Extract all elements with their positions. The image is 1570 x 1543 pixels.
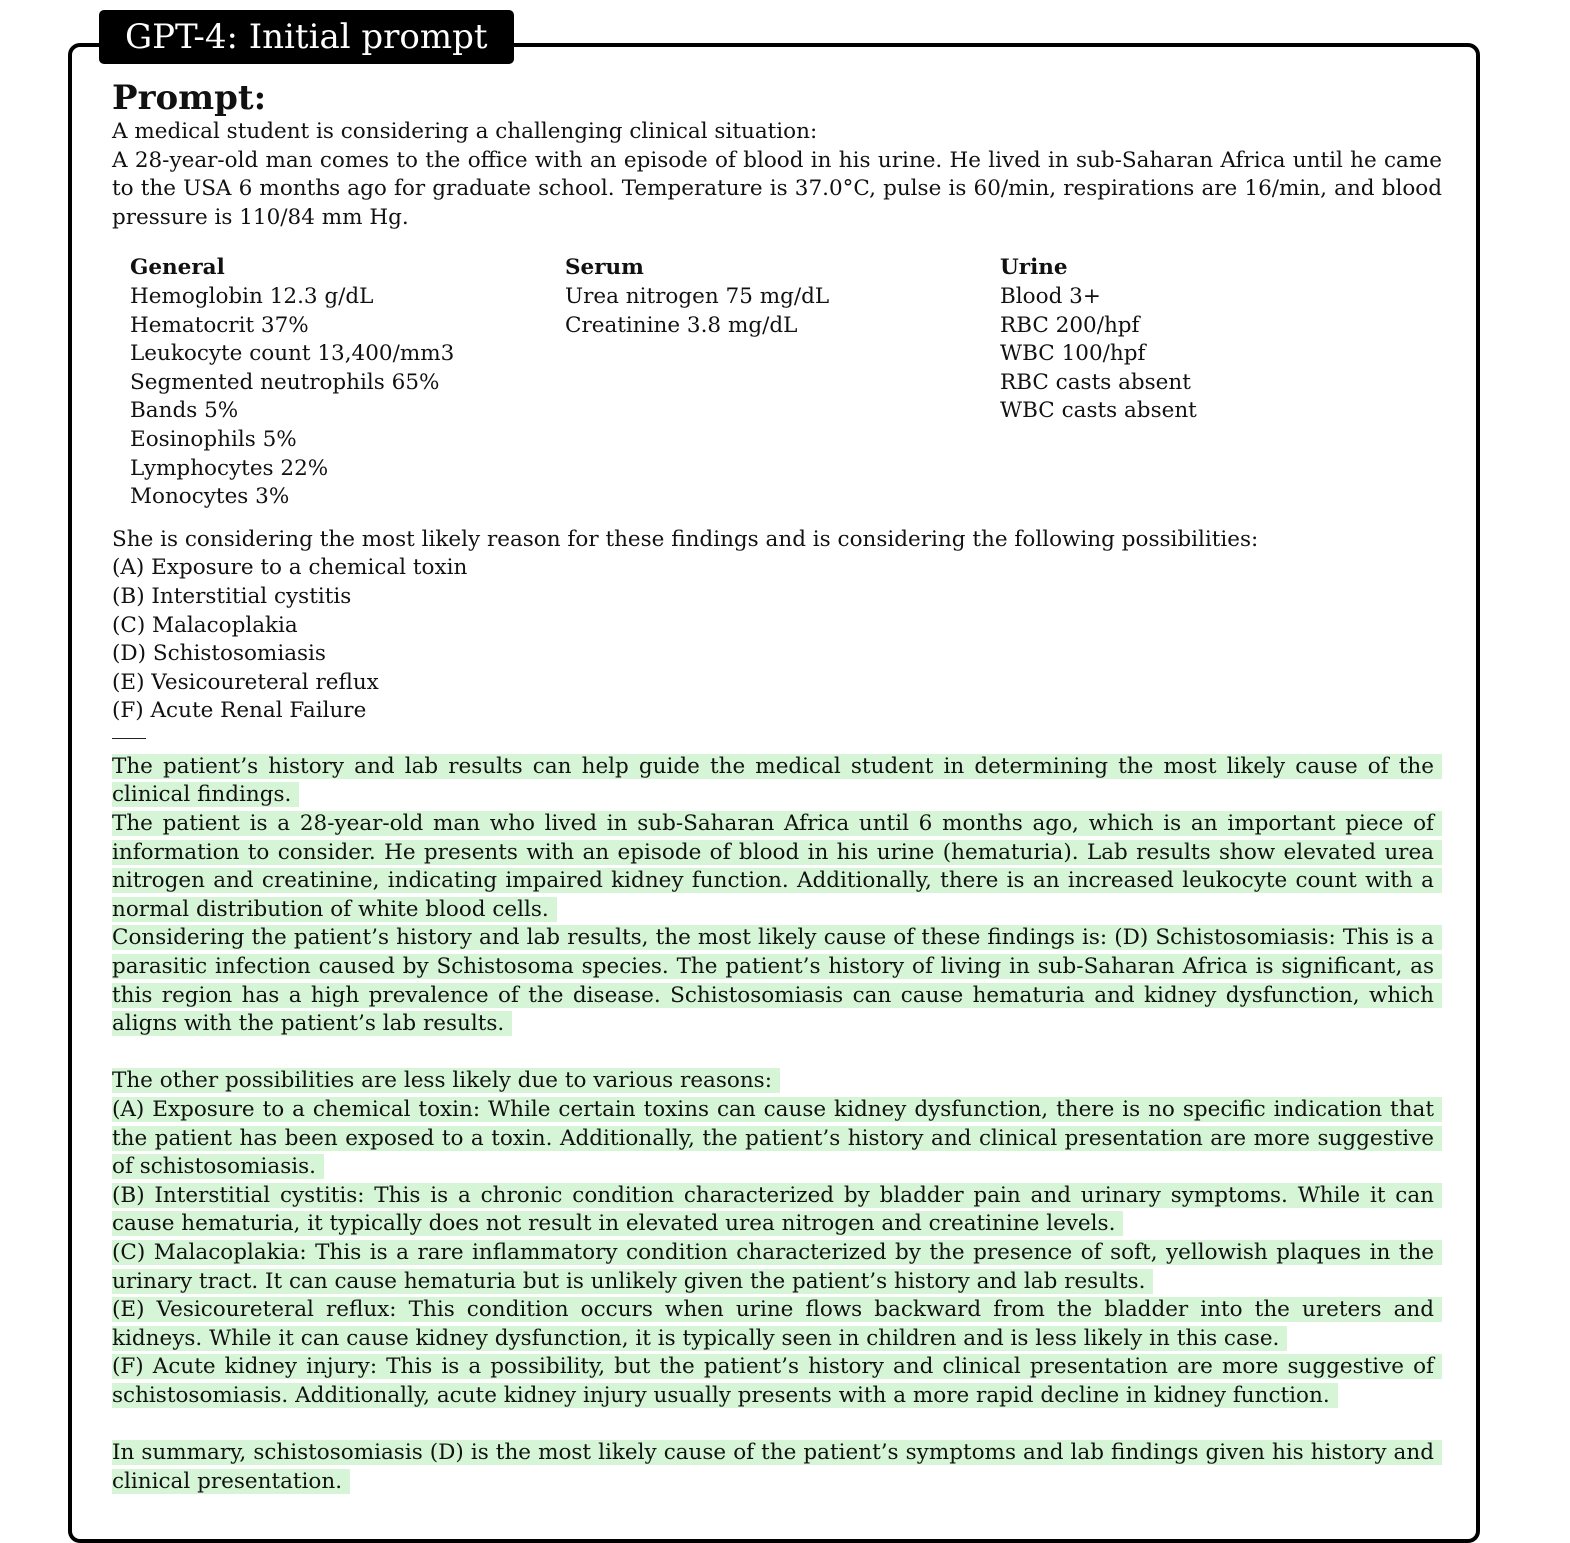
lab-heading: Serum <box>565 255 644 281</box>
lab-column-urine <box>1000 254 1435 511</box>
separator-rule <box>112 738 146 739</box>
response-option-e: (E) Vesicoureteral reflux: This condition occurs when urine flows backward from the bladder into the ureters and kidneys. While it can cause kidney dysfunction, it is typically seen in children and is less likely in this case. <box>112 1297 1442 1351</box>
response-option-c: (C) Malacoplakia: This is a rare inflammatory condition characterized by the presence of soft, yellowish plaques in the urinary tract. It can cause hematuria but is unlikely given the patient’s history and lab results. <box>112 1240 1442 1294</box>
lab-item: RBC casts absent <box>1000 369 1191 395</box>
lab-item: WBC casts absent <box>1000 398 1197 424</box>
option-item: (F) Acute Renal Failure <box>112 698 367 724</box>
lab-item: Bands 5% <box>130 398 239 424</box>
lab-heading: General <box>130 255 225 281</box>
response-paragraph: The patient is a 28-year-old man who lived in sub-Saharan Africa until 6 months ago, which is an important piece of information to consider. He presents with an episode of blood in his urine (hematuria). Lab results show elevated urea nitrogen and creatinine, indicating impaired kidney function. Additionally, there is an increased leukocyte count with a normal distribution of white blood cells. <box>112 811 1442 922</box>
main-content <box>112 78 1442 1496</box>
response-option-b: (B) Interstitial cystitis: This is a chronic condition characterized by bladder pain and urinary symptoms. While it can cause hematuria, it typically does not result in elevated urea nitrogen and creatinine levels. <box>112 1183 1442 1237</box>
response-paragraph: Considering the patient’s history and lab results, the most likely cause of these findings is: (D) Schistosomiasis: This is a parasitic infection caused by Schistosoma species. The patient’s history of living in sub-Saharan Africa is significant, as this region has a high prevalence of the disease. Schistosomiasis can cause hematuria and kidney dysfunction, which aligns with the patient’s lab results. <box>112 925 1442 1036</box>
lab-results <box>130 254 1442 511</box>
option-item: (E) Vesicoureteral reflux <box>112 669 379 695</box>
response-option-f: (F) Acute kidney injury: This is a possibility, but the patient’s history and clinical presentation are more suggestive of schistosomiasis. Additionally, acute kidney injury usually presents with a more rapid decline in kidney function. <box>112 1354 1442 1408</box>
lab-item: RBC 200/hpf <box>1000 312 1140 338</box>
lab-item: Eosinophils 5% <box>130 426 297 452</box>
intro-text: A medical student is considering a challenging clinical situation: <box>112 119 818 144</box>
lab-item: WBC 100/hpf <box>1000 341 1146 367</box>
lab-column-general <box>130 254 565 511</box>
case-text: A 28-year-old man comes to the office with an episode of blood in his urine. He lived in sub-Saharan Africa until he came to the USA 6 months ago for graduate school. Temperature is 37.0°C, pulse is 60/min, respirations are 16/min, and blood pressure is 110/84 mm Hg. <box>112 147 1442 230</box>
response-paragraph: The patient’s history and lab results can help guide the medical student in determining the most likely cause of the clinical findings. <box>112 754 1442 808</box>
frame-title: GPT-4: Initial prompt <box>99 10 514 64</box>
lab-item: Urea nitrogen 75 mg/dL <box>565 283 830 309</box>
lab-item: Blood 3+ <box>1000 283 1101 309</box>
option-item: (D) Schistosomiasis <box>112 641 326 667</box>
lab-item: Hematocrit 37% <box>130 312 309 338</box>
lab-column-serum <box>565 254 1000 511</box>
lab-item: Lymphocytes 22% <box>130 455 329 481</box>
option-item: (A) Exposure to a chemical toxin <box>112 555 468 581</box>
lab-item: Creatinine 3.8 mg/dL <box>565 312 798 338</box>
model-response <box>112 753 1442 1496</box>
lab-item: Monocytes 3% <box>130 484 290 510</box>
response-paragraph: The other possibilities are less likely due to various reasons: <box>112 1068 780 1093</box>
response-option-a: (A) Exposure to a chemical toxin: While certain toxins can cause kidney dysfunction, there is no specific indication that the patient has been exposed to a toxin. Additionally, the patient’s history and clinical presentation are more suggestive of schistosomiasis. <box>112 1097 1442 1179</box>
answer-options <box>112 554 1442 726</box>
lab-item: Hemoglobin 12.3 g/dL <box>130 283 374 309</box>
question-text: She is considering the most likely reason for these findings and is considering the following possibilities: <box>112 526 1259 552</box>
lab-item: Leukocyte count 13,400/mm3 <box>130 341 455 367</box>
response-summary: In summary, schistosomiasis (D) is the most likely cause of the patient’s symptoms and lab findings given his history and clinical presentation. <box>112 1440 1442 1494</box>
lab-heading: Urine <box>1000 255 1068 281</box>
option-item: (B) Interstitial cystitis <box>112 583 352 609</box>
option-item: (C) Malacoplakia <box>112 612 298 638</box>
lab-item: Segmented neutrophils 65% <box>130 369 440 395</box>
prompt-heading: Prompt: <box>112 78 267 118</box>
